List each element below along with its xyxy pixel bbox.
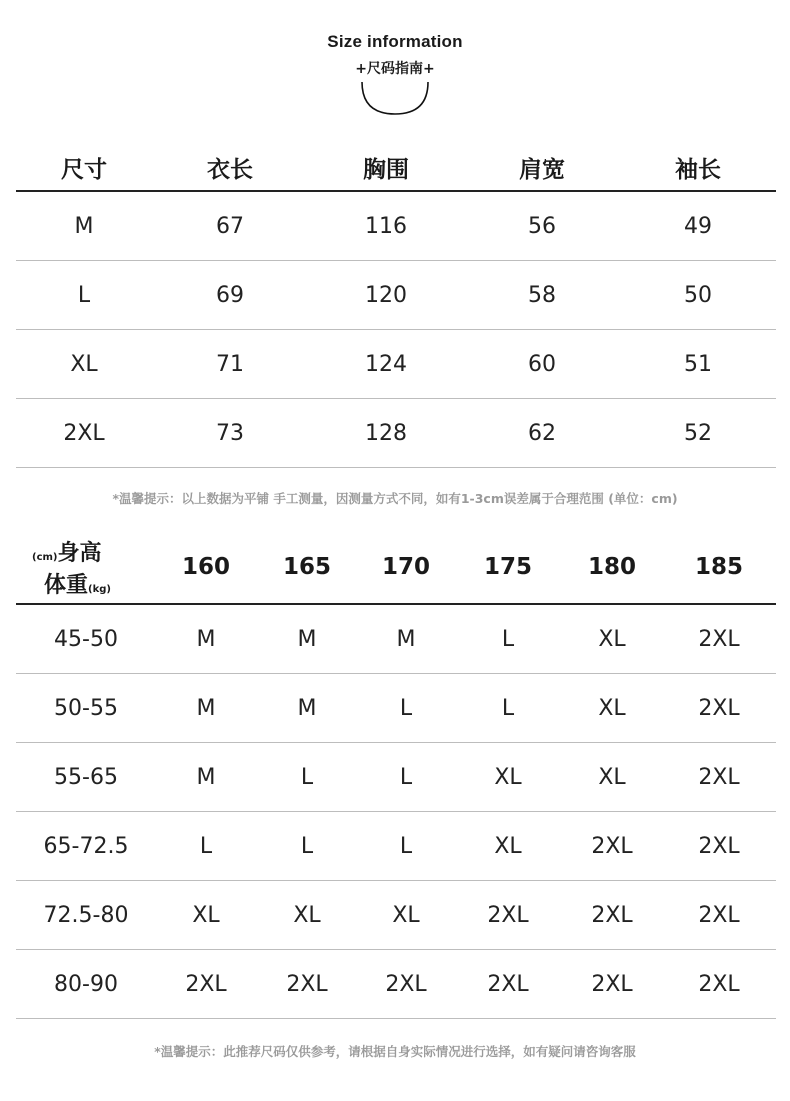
table-cell: 62 bbox=[464, 399, 620, 468]
table-cell: 67 bbox=[152, 191, 308, 261]
size-table-header: 尺寸 bbox=[16, 145, 152, 191]
table-cell: 120 bbox=[308, 261, 464, 330]
table-cell: 71 bbox=[152, 330, 308, 399]
table-cell: 56 bbox=[464, 191, 620, 261]
table-cell: M bbox=[16, 191, 152, 261]
table-cell: L bbox=[16, 261, 152, 330]
table-cell: M bbox=[256, 604, 358, 674]
header bbox=[0, 32, 790, 78]
table-cell: XL bbox=[358, 881, 454, 950]
weight-cell: 45-50 bbox=[16, 604, 156, 674]
corner-header bbox=[16, 530, 156, 604]
table-cell: 58 bbox=[464, 261, 620, 330]
table-cell: XL bbox=[256, 881, 358, 950]
table-cell: 2XL bbox=[662, 743, 776, 812]
table-cell: L bbox=[454, 674, 562, 743]
height-header: 170 bbox=[358, 530, 454, 604]
height-label: 身高 bbox=[57, 541, 102, 566]
height-header: 180 bbox=[562, 530, 662, 604]
table-cell: 60 bbox=[464, 330, 620, 399]
table-cell: L bbox=[454, 604, 562, 674]
table-cell: XL bbox=[562, 604, 662, 674]
table-row bbox=[16, 261, 776, 330]
table-cell: 50 bbox=[620, 261, 776, 330]
weight-cell: 65-72.5 bbox=[16, 812, 156, 881]
table-row bbox=[16, 881, 776, 950]
weight-cell: 55-65 bbox=[16, 743, 156, 812]
table-cell: 2XL bbox=[358, 950, 454, 1019]
height-header: 185 bbox=[662, 530, 776, 604]
table-cell: L bbox=[156, 812, 256, 881]
table-cell: XL bbox=[562, 674, 662, 743]
table-cell: 124 bbox=[308, 330, 464, 399]
size-table-header: 袖长 bbox=[620, 145, 776, 191]
table-cell: XL bbox=[562, 743, 662, 812]
table-cell: 2XL bbox=[562, 950, 662, 1019]
measurement-note: *温馨提示：以上数据为平铺 手工测量，因测量方式不同，如有1-3cm误差属于合理范围 (单位：cm) bbox=[112, 491, 678, 506]
rec-table-header-row bbox=[16, 530, 776, 604]
table-cell: 69 bbox=[152, 261, 308, 330]
table-cell: 2XL bbox=[454, 950, 562, 1019]
table-cell: 2XL bbox=[662, 950, 776, 1019]
decorative-arc-icon bbox=[360, 80, 430, 116]
table-cell: 52 bbox=[620, 399, 776, 468]
table-cell: L bbox=[256, 743, 358, 812]
table-row bbox=[16, 330, 776, 399]
table-cell: M bbox=[156, 604, 256, 674]
weight-label: 体重 bbox=[44, 573, 89, 598]
weight-cell: 72.5-80 bbox=[16, 881, 156, 950]
size-table-header: 肩宽 bbox=[464, 145, 620, 191]
table-cell: XL bbox=[156, 881, 256, 950]
size-table-header-row bbox=[16, 145, 776, 191]
table-cell: M bbox=[156, 743, 256, 812]
table-row bbox=[16, 743, 776, 812]
size-recommendation-table bbox=[16, 530, 776, 1019]
table-cell: 2XL bbox=[16, 399, 152, 468]
weight-cell: 80-90 bbox=[16, 950, 156, 1019]
title-cn: +尺码指南+ bbox=[355, 61, 435, 77]
table-cell: 2XL bbox=[256, 950, 358, 1019]
table-cell: L bbox=[358, 674, 454, 743]
table-cell: L bbox=[358, 812, 454, 881]
height-unit: (cm) bbox=[32, 552, 58, 563]
weight-unit: (kg) bbox=[88, 584, 111, 595]
height-header: 175 bbox=[454, 530, 562, 604]
size-table-header: 衣长 bbox=[152, 145, 308, 191]
table-cell: M bbox=[358, 604, 454, 674]
table-cell: 2XL bbox=[662, 881, 776, 950]
table-cell: XL bbox=[454, 812, 562, 881]
table-cell: 51 bbox=[620, 330, 776, 399]
table-cell: 2XL bbox=[662, 674, 776, 743]
table-row bbox=[16, 604, 776, 674]
table-row bbox=[16, 191, 776, 261]
table-cell: M bbox=[256, 674, 358, 743]
height-header: 160 bbox=[156, 530, 256, 604]
table-cell: 49 bbox=[620, 191, 776, 261]
size-table-header: 胸围 bbox=[308, 145, 464, 191]
table-row bbox=[16, 812, 776, 881]
table-cell: L bbox=[358, 743, 454, 812]
weight-cell: 50-55 bbox=[16, 674, 156, 743]
recommendation-note: *温馨提示：此推荐尺码仅供参考，请根据自身实际情况进行选择，如有疑问请咨询客服 bbox=[154, 1044, 636, 1059]
table-row bbox=[16, 674, 776, 743]
table-cell: 116 bbox=[308, 191, 464, 261]
table-cell: 2XL bbox=[662, 812, 776, 881]
table-cell: XL bbox=[454, 743, 562, 812]
table-cell: 73 bbox=[152, 399, 308, 468]
table-cell: 2XL bbox=[562, 881, 662, 950]
table-cell: XL bbox=[16, 330, 152, 399]
table-cell: 128 bbox=[308, 399, 464, 468]
table-cell: 2XL bbox=[156, 950, 256, 1019]
height-header: 165 bbox=[256, 530, 358, 604]
table-cell: M bbox=[156, 674, 256, 743]
table-row bbox=[16, 950, 776, 1019]
table-cell: 2XL bbox=[562, 812, 662, 881]
table-cell: 2XL bbox=[454, 881, 562, 950]
table-cell: 2XL bbox=[662, 604, 776, 674]
size-table bbox=[16, 145, 776, 468]
table-cell: L bbox=[256, 812, 358, 881]
table-row bbox=[16, 399, 776, 468]
title-en: Size information bbox=[327, 32, 463, 51]
